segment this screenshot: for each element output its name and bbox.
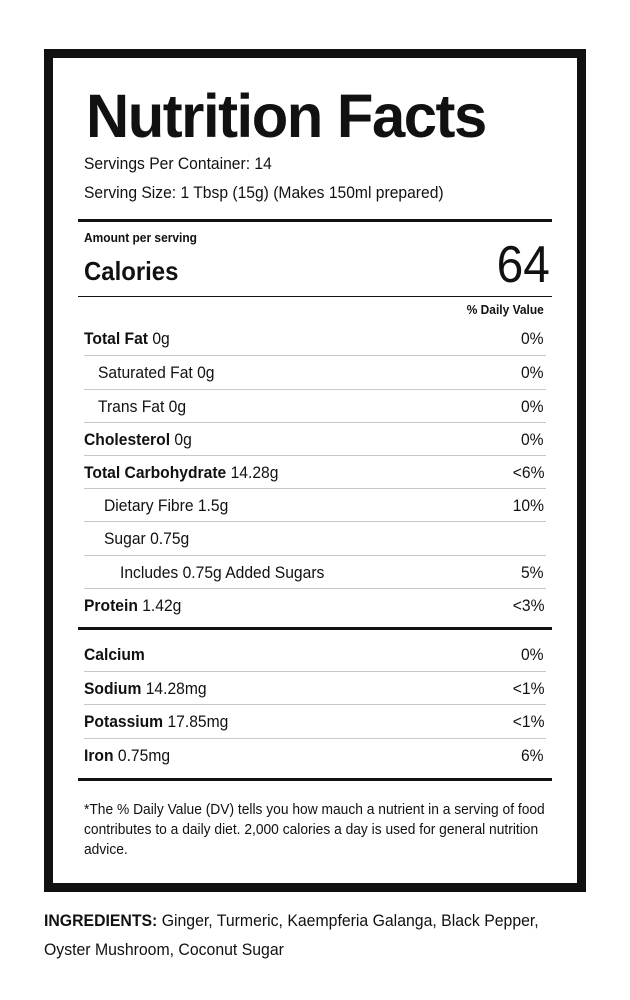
nutrient-row-total-fat — [84, 322, 546, 355]
nutrient-name: Trans Fat 0g — [98, 397, 187, 416]
nutrient-daily-value: 5% — [521, 563, 544, 582]
nutrient-row-saturated-fat — [84, 356, 546, 389]
mineral-row-potassium — [84, 705, 546, 738]
nutrient-daily-value: 10% — [512, 496, 544, 515]
panel-title: Nutrition Facts — [86, 82, 486, 150]
nutrient-row-sugar — [84, 522, 546, 555]
daily-value-footnote: *The % Daily Value (DV) tells you how mauch a nutrient in a serving of food contributes to a daily diet. 2,000 calories a day is used for general nutrition advice. — [84, 801, 545, 858]
nutrient-daily-value: <3% — [512, 596, 544, 615]
nutrient-name: Cholesterol 0g — [84, 430, 192, 449]
mineral-daily-value: 6% — [521, 746, 544, 765]
nutrient-row-protein — [84, 589, 546, 622]
nutrient-name: Sugar 0.75g — [104, 529, 190, 548]
nutrient-daily-value: 0% — [521, 363, 544, 382]
mineral-daily-value: <1% — [512, 712, 544, 731]
nutrient-daily-value: <6% — [512, 463, 544, 482]
divider-thin — [78, 296, 552, 297]
nutrient-name: Total Fat 0g — [84, 329, 170, 348]
mineral-name: Calcium — [84, 645, 145, 664]
ingredients-heading: INGREDIENTS: — [44, 911, 158, 930]
nutrient-name: Includes 0.75g Added Sugars — [120, 563, 325, 582]
servings-per-container: Servings Per Container: 14 — [84, 154, 272, 173]
divider-thick — [78, 627, 552, 630]
mineral-daily-value: 0% — [521, 645, 544, 664]
divider-thick — [78, 219, 552, 222]
nutrient-daily-value: 0% — [521, 397, 544, 416]
mineral-name: Potassium 17.85mg — [84, 712, 229, 731]
nutrient-daily-value: 0% — [521, 430, 544, 449]
calories-value: 64 — [496, 236, 550, 294]
nutrient-row-cholesterol — [84, 423, 546, 456]
calories-label: Calories — [84, 256, 179, 286]
mineral-daily-value: <1% — [512, 679, 544, 698]
mineral-name: Iron 0.75mg — [84, 746, 171, 765]
divider-thick — [78, 778, 552, 781]
nutrient-name: Total Carbohydrate 14.28g — [84, 463, 279, 482]
mineral-row-iron — [84, 739, 546, 772]
nutrient-row-added-sugars — [84, 556, 546, 589]
ingredients-text: Ginger, Turmeric, Kaempferia Galanga, Black Pepper, Oyster Mushroom, Coconut Sugar — [44, 911, 539, 959]
nutrient-row-trans-fat — [84, 390, 546, 423]
nutrient-name: Protein 1.42g — [84, 596, 182, 615]
mineral-row-sodium — [84, 672, 546, 705]
nutrition-facts-panel — [44, 49, 586, 892]
mineral-row-calcium — [84, 638, 546, 671]
serving-size: Serving Size: 1 Tbsp (15g) (Makes 150ml prepared) — [84, 183, 444, 202]
nutrient-name: Dietary Fibre 1.5g — [104, 496, 229, 515]
nutrient-name: Saturated Fat 0g — [98, 363, 215, 382]
mineral-name: Sodium 14.28mg — [84, 679, 207, 698]
nutrient-row-dietary-fibre — [84, 489, 546, 522]
daily-value-header: % Daily Value — [466, 302, 544, 317]
nutrition-facts-content — [78, 58, 552, 883]
ingredients-list — [44, 906, 565, 964]
amount-per-serving: Amount per serving — [84, 230, 197, 245]
nutrient-row-total-carbohydrate — [84, 456, 546, 489]
nutrient-daily-value: 0% — [521, 329, 544, 348]
